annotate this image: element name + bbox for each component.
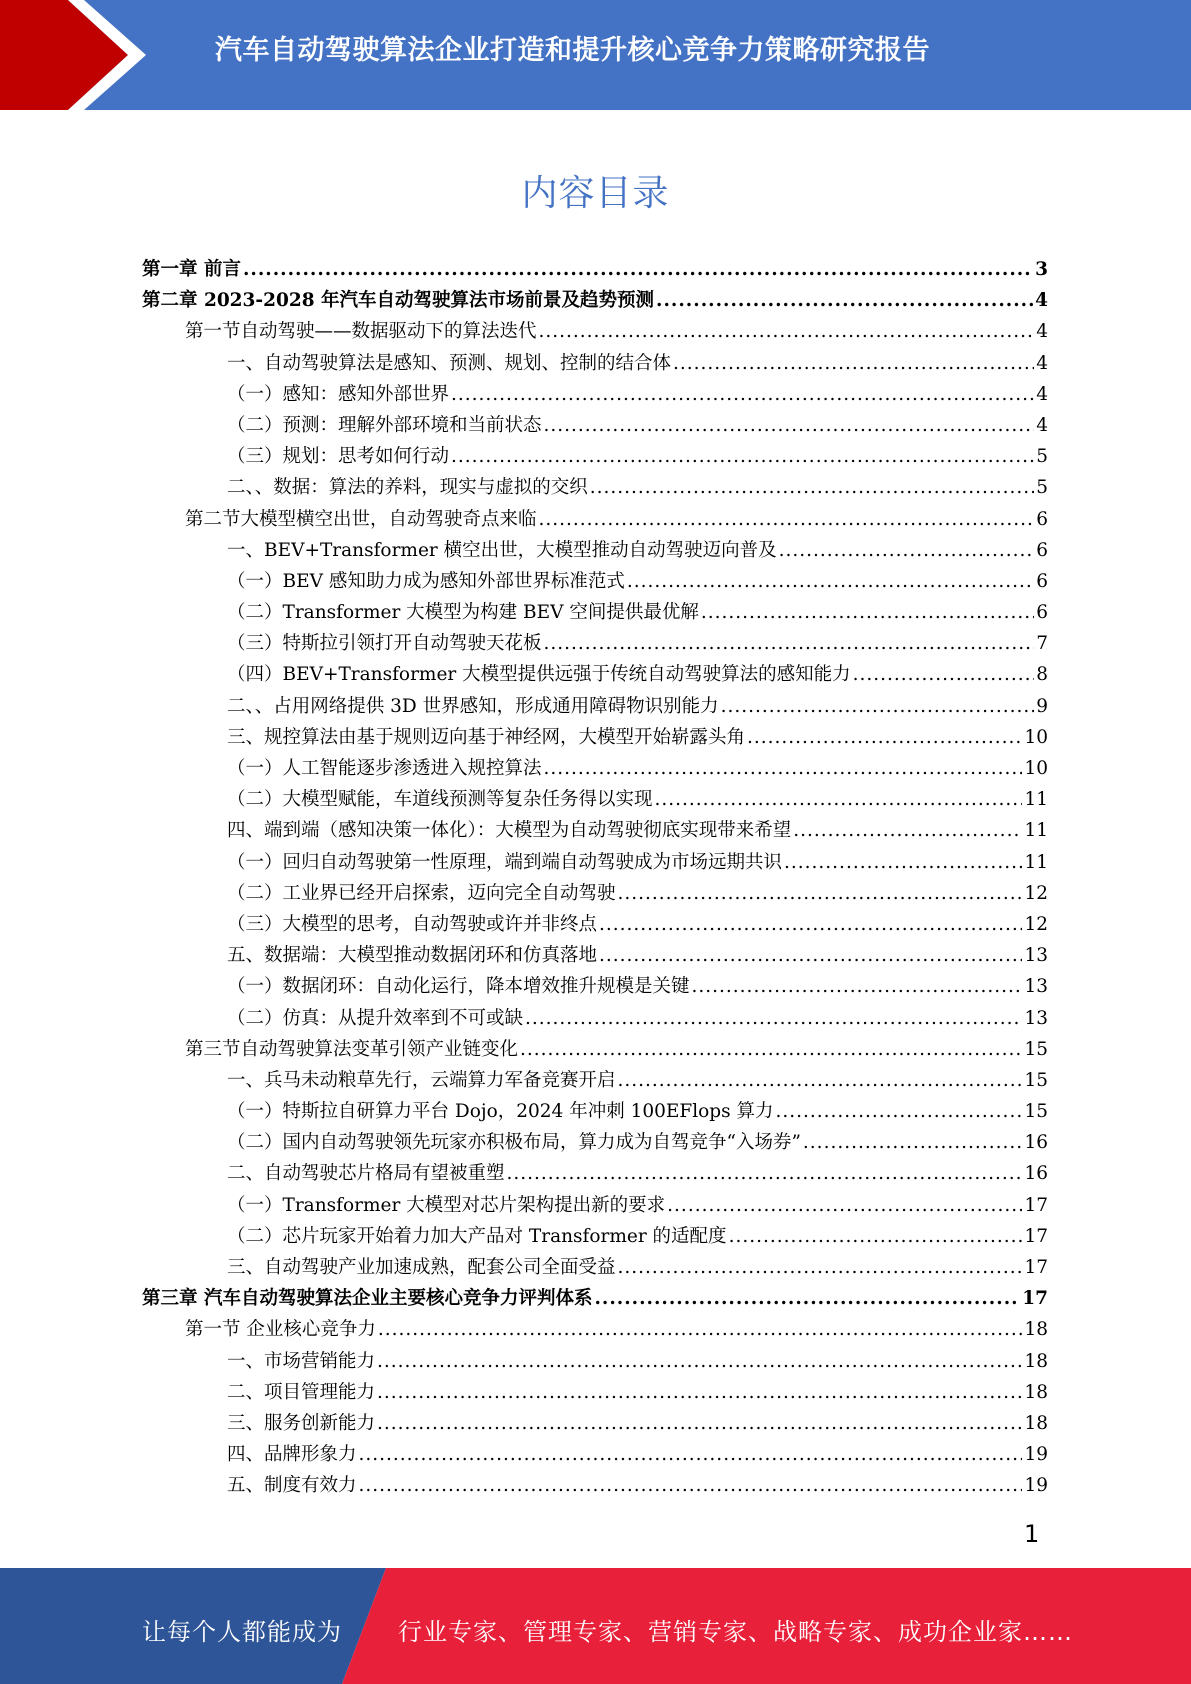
toc-dot-leader <box>656 285 1033 316</box>
toc-entry-title: （一）数据闭环：自动化运行，降本增效推升规模是关键 <box>227 976 690 998</box>
toc-entry[interactable] <box>142 535 1048 566</box>
toc-entry[interactable] <box>142 441 1048 472</box>
toc-entry-page: 11 <box>1024 789 1048 811</box>
toc-entry[interactable] <box>142 1377 1048 1408</box>
toc-entry-page: 4 <box>1035 290 1048 312</box>
toc-entry-title: （一）回归自动驾驶第一性原理，端到端自动驾驶成为市场远期共识 <box>227 851 783 873</box>
toc-entry-title: 三、规控算法由基于规则迈向基于神经网，大模型开始崭露头角 <box>227 726 746 748</box>
toc-dot-leader <box>377 1408 1022 1439</box>
toc-dot-leader <box>359 1439 1023 1470</box>
header-arrow-shape <box>0 0 160 110</box>
toc-dot-leader <box>539 504 1035 535</box>
toc-dot-leader <box>793 815 1022 846</box>
toc-entry[interactable] <box>142 254 1048 285</box>
toc-dot-leader <box>599 940 1022 971</box>
toc-entry[interactable] <box>142 1314 1048 1345</box>
toc-entry[interactable] <box>142 659 1048 690</box>
toc-dot-leader <box>729 1221 1023 1252</box>
toc-dot-leader <box>618 1252 1023 1283</box>
toc-entry-title: 第三节自动驾驶算法变革引领产业链变化 <box>185 1038 519 1060</box>
toc-entry-page: 4 <box>1036 383 1048 405</box>
toc-entry[interactable] <box>142 909 1048 940</box>
toc-dot-leader <box>599 909 1022 940</box>
toc-dot-leader <box>377 1346 1022 1377</box>
toc-entry-page: 13 <box>1024 976 1048 998</box>
toc-entry[interactable] <box>142 628 1048 659</box>
toc-entry-page: 5 <box>1036 446 1048 468</box>
toc-entry-page: 16 <box>1024 1132 1048 1154</box>
toc-entry[interactable] <box>142 348 1048 379</box>
toc-entry-title: （二）芯片玩家开始着力加大产品对 Transformer 的适配度 <box>227 1225 727 1247</box>
toc-entry-title: 五、数据端：大模型推动数据闭环和仿真落地 <box>227 945 598 967</box>
toc-entry[interactable] <box>142 1127 1048 1158</box>
toc-entry-page: 13 <box>1024 945 1048 967</box>
toc-entry-title: 五、制度有效力 <box>227 1475 357 1497</box>
toc-entry[interactable] <box>142 940 1048 971</box>
toc-entry-title: 第二节大模型横空出世，自动驾驶奇点来临 <box>185 508 537 530</box>
toc-entry[interactable] <box>142 504 1048 535</box>
toc-entry-page: 18 <box>1024 1381 1048 1403</box>
toc-dot-leader <box>451 441 1034 472</box>
toc-entry-title: 二、项目管理能力 <box>227 1381 376 1403</box>
toc-entry-page: 18 <box>1024 1350 1048 1372</box>
toc-entry-page: 6 <box>1036 570 1048 592</box>
toc-entry-page: 15 <box>1024 1038 1048 1060</box>
toc-entry-page: 17 <box>1022 1288 1048 1310</box>
toc-entry[interactable] <box>142 1096 1048 1127</box>
toc-entry[interactable] <box>142 566 1048 597</box>
toc-entry-page: 10 <box>1024 758 1048 779</box>
toc-dot-leader <box>544 628 1035 659</box>
toc-entry-title: 第一章 前言 <box>142 259 241 280</box>
toc-entry[interactable] <box>142 1190 1048 1221</box>
toc-entry-page: 5 <box>1036 477 1048 499</box>
toc-entry-page: 6 <box>1036 602 1048 624</box>
toc-dot-leader <box>667 1190 1022 1221</box>
toc-entry-title: （二）预测：理解外部环境和当前状态 <box>227 414 542 436</box>
toc-entry-title: （一）特斯拉自研算力平台 Dojo，2024 年冲刺 100EFlops 算力 <box>227 1101 774 1123</box>
report-title: 汽车自动驾驶算法企业打造和提升核心竞争力策略研究报告 <box>215 35 930 66</box>
toc-entry-title: （一）感知：感知外部世界 <box>227 383 450 405</box>
toc-entry-title: 一、市场营销能力 <box>227 1350 376 1372</box>
toc-dot-leader <box>673 348 1034 379</box>
toc-entry-title: 一、自动驾驶算法是感知、预测、规划、控制的结合体 <box>227 352 672 374</box>
toc-entry[interactable] <box>142 1221 1048 1252</box>
toc-dot-leader <box>520 1034 1022 1065</box>
toc-entry[interactable] <box>142 597 1048 628</box>
toc-entry-title: 第一节 企业核心竞争力 <box>185 1319 376 1341</box>
toc-entry[interactable] <box>142 847 1048 878</box>
toc-entry-page: 12 <box>1024 913 1048 935</box>
toc-entry[interactable] <box>142 1252 1048 1283</box>
toc-entry[interactable] <box>142 1346 1048 1377</box>
toc-dot-leader <box>655 784 1023 815</box>
toc-entry[interactable] <box>142 1283 1048 1314</box>
toc-entry-title: （一）BEV 感知助力成为感知外部世界标准范式 <box>227 570 625 592</box>
toc-entry[interactable] <box>142 753 1048 784</box>
toc-dot-leader <box>539 316 1035 347</box>
page-footer-band <box>0 1568 1191 1684</box>
toc-entry-page: 8 <box>1036 664 1048 686</box>
toc-entry-title: （三）特斯拉引领打开自动驾驶天花板 <box>227 633 542 655</box>
toc-entry[interactable] <box>142 1439 1048 1470</box>
toc-entry-title: （一）Transformer 大模型对芯片架构提出新的要求 <box>227 1194 666 1216</box>
toc-dot-leader <box>627 566 1034 597</box>
toc-dot-leader <box>618 1065 1023 1096</box>
toc-entry-page: 11 <box>1024 851 1048 873</box>
toc-entry-title: 二、、占用网络提供 3D 世界感知，形成通用障碍物识别能力 <box>227 695 719 717</box>
toc-entry-title: （二）工业界已经开启探索，迈向完全自动驾驶 <box>227 882 616 904</box>
toc-dot-leader <box>544 753 1023 784</box>
toc-dot-leader <box>451 379 1034 410</box>
toc-entry[interactable] <box>142 878 1048 909</box>
toc-entry-title: （二）大模型赋能，车道线预测等复杂任务得以实现 <box>227 789 653 811</box>
toc-entry-page: 19 <box>1024 1444 1048 1466</box>
toc-entry-page: 17 <box>1024 1257 1048 1278</box>
toc-entry-title: 四、端到端（感知决策一体化）：大模型为自动驾驶彻底实现带来希望 <box>227 820 792 842</box>
toc-entry-page: 18 <box>1024 1319 1048 1341</box>
toc-entry-title: 第三章 汽车自动驾驶算法企业主要核心竞争力评判体系 <box>142 1288 593 1310</box>
toc-dot-leader <box>721 691 1035 722</box>
toc-dot-leader <box>853 659 1035 690</box>
toc-entry-title: 第一节自动驾驶——数据驱动下的算法迭代 <box>185 321 537 343</box>
page-number: 1 <box>1024 1520 1040 1548</box>
toc-entry-title: （四）BEV+Transformer 大模型提供远强于传统自动驾驶算法的感知能力 <box>227 664 851 686</box>
toc-entry-page: 18 <box>1024 1412 1048 1434</box>
toc-entry-page: 6 <box>1036 508 1048 530</box>
toc-entry-title: 一、BEV+Transformer 横空出世，大模型推动自动驾驶迈向普及 <box>227 539 777 561</box>
toc-entry-title: （三）大模型的思考，自动驾驶或许并非终点 <box>227 913 598 935</box>
toc-entry-title: （二）仿真：从提升效率到不可或缺 <box>227 1007 524 1029</box>
toc-dot-leader <box>544 410 1035 441</box>
toc-dot-leader <box>525 1003 1022 1034</box>
toc-entry[interactable] <box>142 1408 1048 1439</box>
toc-entry-title: （二）Transformer 大模型为构建 BEV 空间提供最优解 <box>227 602 699 624</box>
toc-heading: 内容目录 <box>521 173 670 214</box>
toc-entry-title: 四、品牌形象力 <box>227 1444 357 1466</box>
toc-dot-leader <box>747 722 1022 753</box>
toc-dot-leader <box>377 1377 1022 1408</box>
toc-entry[interactable] <box>142 971 1048 1002</box>
toc-entry[interactable] <box>142 285 1048 316</box>
toc-entry-page: 4 <box>1036 414 1048 436</box>
toc-entry-page: 15 <box>1024 1101 1048 1123</box>
toc-entry-title: 二、、数据：算法的养料，现实与虚拟的交织 <box>227 477 588 499</box>
toc-entry-page: 4 <box>1036 352 1048 374</box>
toc-entry-page: 7 <box>1036 633 1048 655</box>
toc-dot-leader <box>594 1283 1020 1314</box>
toc-dot-leader <box>618 878 1023 909</box>
toc-entry[interactable] <box>142 1034 1048 1065</box>
toc-dot-leader <box>590 472 1034 503</box>
toc-dot-leader <box>803 1127 1023 1158</box>
toc-entry-page: 9 <box>1036 695 1048 717</box>
toc-dot-leader <box>692 971 1023 1002</box>
toc-entry-page: 3 <box>1035 259 1048 280</box>
toc-entry[interactable] <box>142 379 1048 410</box>
toc-entry-title: 第二章 2023-2028 年汽车自动驾驶算法市场前景及趋势预测 <box>142 290 655 312</box>
footer-slogan-left: 让每个人都能成为 <box>142 1618 342 1646</box>
page-header-band <box>0 0 1191 110</box>
toc-dot-leader <box>776 1096 1023 1127</box>
table-of-contents <box>142 254 1048 1502</box>
toc-entry[interactable] <box>142 784 1048 815</box>
toc-entry-title: 三、自动驾驶产业加速成熟，配套公司全面受益 <box>227 1257 616 1278</box>
toc-entry[interactable] <box>142 410 1048 441</box>
toc-entry-page: 4 <box>1036 321 1048 343</box>
toc-entry-title: （二）国内自动驾驶领先玩家亦积极布局，算力成为自驾竞争“入场券” <box>227 1132 801 1154</box>
toc-entry-title: 三、服务创新能力 <box>227 1412 376 1434</box>
toc-entry-page: 16 <box>1024 1163 1048 1185</box>
toc-entry-page: 11 <box>1024 820 1048 842</box>
toc-dot-leader <box>779 535 1035 566</box>
toc-dot-leader <box>507 1158 1023 1189</box>
toc-dot-leader <box>701 597 1034 628</box>
toc-dot-leader <box>784 847 1022 878</box>
toc-entry-page: 10 <box>1024 726 1048 748</box>
toc-entry-title: （一）人工智能逐步渗透进入规控算法 <box>227 758 542 779</box>
toc-entry[interactable] <box>142 691 1048 722</box>
toc-dot-leader <box>243 254 1033 285</box>
toc-entry[interactable] <box>142 1470 1048 1501</box>
toc-entry[interactable] <box>142 1065 1048 1096</box>
toc-entry[interactable] <box>142 1158 1048 1189</box>
toc-entry-page: 6 <box>1036 539 1048 561</box>
footer-slogan-right: 行业专家、管理专家、营销专家、战略专家、成功企业家…… <box>398 1618 1073 1646</box>
toc-entry-title: 一、兵马未动粮草先行，云端算力军备竞赛开启 <box>227 1069 616 1091</box>
toc-entry-page: 17 <box>1024 1225 1048 1247</box>
toc-entry-title: 二、自动驾驶芯片格局有望被重塑 <box>227 1163 505 1185</box>
toc-entry[interactable] <box>142 815 1048 846</box>
toc-entry-page: 19 <box>1024 1475 1048 1497</box>
toc-entry[interactable] <box>142 1003 1048 1034</box>
toc-dot-leader <box>378 1314 1023 1345</box>
toc-entry[interactable] <box>142 722 1048 753</box>
toc-entry-page: 13 <box>1024 1007 1048 1029</box>
toc-entry-page: 17 <box>1024 1194 1048 1216</box>
toc-entry-page: 15 <box>1024 1069 1048 1091</box>
toc-entry[interactable] <box>142 472 1048 503</box>
toc-entry-title: （三）规划：思考如何行动 <box>227 446 450 468</box>
toc-entry[interactable] <box>142 316 1048 347</box>
toc-entry-page: 12 <box>1024 882 1048 904</box>
toc-dot-leader <box>359 1470 1023 1501</box>
